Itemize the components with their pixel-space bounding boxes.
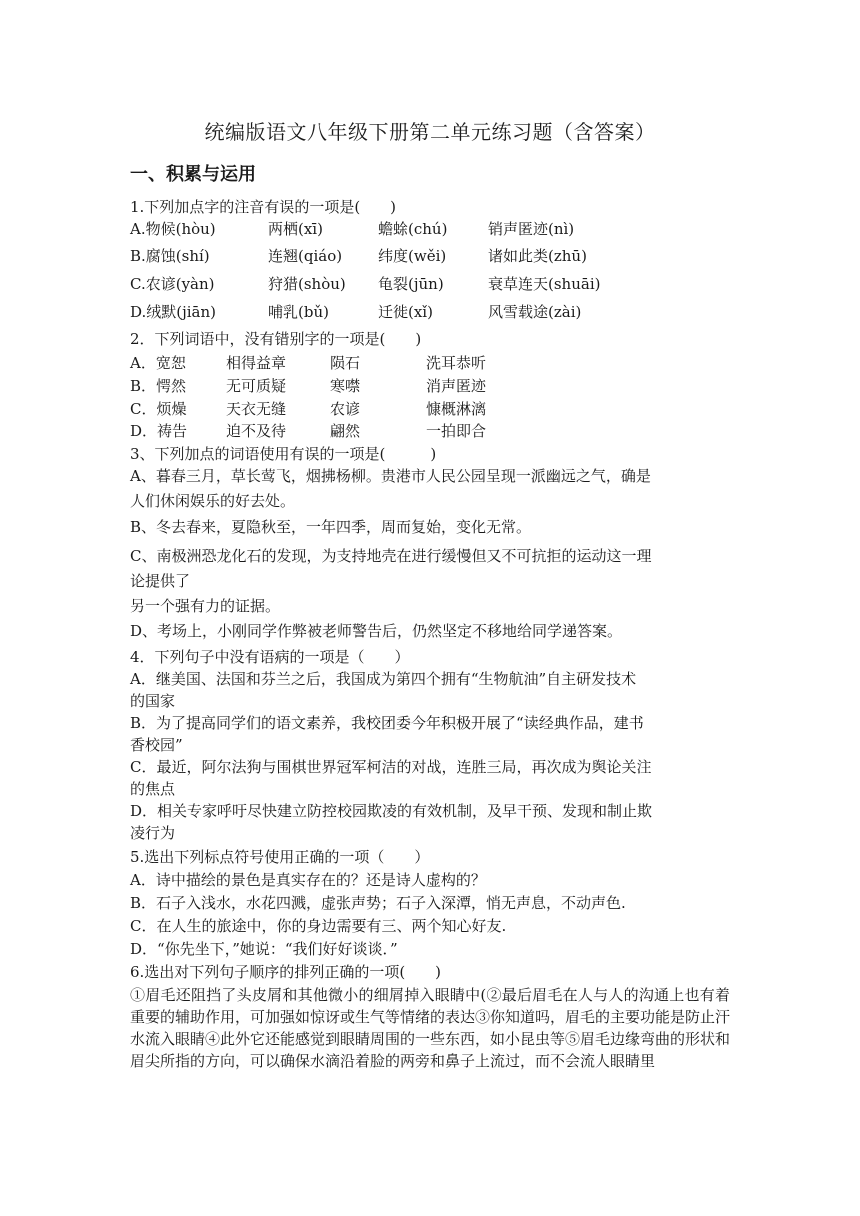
q2-option-a-item: 相得益章: [226, 354, 287, 372]
q2-option-a-item: 陨石: [330, 354, 361, 372]
q4-option-a-cont: 的国家: [130, 692, 176, 710]
q4-option-d: D．相关专家呼吁尽快建立防控校园欺凌的有效机制，及早干预、发现和制止欺: [130, 802, 653, 820]
q3-option-c: C、南极洲恐龙化石的发现，为支持地壳在进行缓慢但又不可抗拒的运动这一理: [130, 547, 652, 565]
q4-option-b-cont: 香校园”: [130, 736, 183, 754]
q3-option-a: [130, 465, 651, 487]
q1-option-a-item: 销声匿迹(nì): [488, 220, 575, 238]
q1-option-b-item: 纬度(wěi): [378, 247, 447, 265]
q4-stem: 4．下列句子中没有语病的一项是（ ）: [130, 648, 410, 666]
q1-option-b-item: B.腐蚀(shí): [130, 247, 210, 265]
q2-option-d-item: 一拍即合: [426, 422, 487, 440]
q4-option-d-cont: 凌行为: [130, 824, 176, 842]
q1-option-a-item: 蟾蜍(chú): [378, 220, 448, 238]
section-heading: 一、积累与运用: [130, 164, 256, 185]
q1-option-c-item: 龟裂(jūn): [378, 275, 444, 293]
q2-option-b-item: 无可质疑: [226, 377, 287, 395]
q2-option-c-item: 天衣无缝: [226, 400, 287, 418]
q5-option-c: C．在人生的旅途中，你的身边需要有三、两个知心好友.: [130, 917, 507, 935]
q4-option-c: C．最近，阿尔法狗与围棋世界冠军柯洁的对战，连胜三局，再次成为舆论关注: [130, 758, 652, 776]
q1-option-a-item: 两栖(xī): [268, 220, 323, 238]
q3-option-a-cont: 人们休闲娱乐的好去处。: [130, 492, 296, 510]
q5-option-a: A．诗中描绘的景色是真实存在的？还是诗人虚构的？: [130, 871, 486, 889]
q2-option-b-item: 寒噤: [330, 377, 361, 395]
document-title: 统编版语文八年级下册第二单元练习题（含答案）: [204, 120, 656, 144]
q2-option-d-item: D．祷告: [130, 422, 188, 440]
q3-stem: 3、下列加点的词语使用有误的一项是( ): [130, 445, 437, 463]
q2-option-a-item: A．宽恕: [130, 354, 186, 372]
q2-option-d-item: 翩然: [330, 422, 361, 440]
q3-option-c-cont: 论提供了: [130, 572, 191, 590]
q1-option-c-item: C.农谚(yàn): [130, 275, 215, 293]
q2-option-c-item: C．烦燥: [130, 400, 187, 418]
q1-option-c-item: 衰草连天(shuāi): [488, 275, 601, 293]
q5-stem: 5.选出下列标点符号使用正确的一项（ ）: [130, 848, 430, 866]
q1-option-c-item: 狩猎(shòu): [268, 275, 346, 293]
q4-option-a: A．继美国、法国和芬兰之后，我国成为第四个拥有“生物航油”自主研发技术: [130, 670, 637, 688]
q1-option-d-item: 迁徙(xǐ): [378, 303, 433, 321]
q1-option-b-item: 连翘(qiáo): [268, 247, 343, 265]
q2-option-b-item: B．愕然: [130, 377, 187, 395]
q3-option-b: B、冬去春来，夏隐秋至，一年四季，周而复始，变化无常。: [130, 518, 532, 536]
q1-option-d-item: D.绒默(jiān): [130, 303, 217, 321]
q3-option-c-cont2: 另一个强有力的证据。: [130, 597, 281, 615]
q2-option-c-item: 慷概淋漓: [426, 400, 487, 418]
q1-option-d-item: 风雪载途(zài): [488, 303, 582, 321]
q1-option-b-item: 诸如此类(zhū): [488, 247, 587, 265]
q4-option-b: B．为了提高同学们的语文素养，我校团委今年积极开展了“读经典作品，建书: [130, 714, 644, 732]
q3-option-a-text: A、暮春三月，草长莺飞，烟拂杨柳。贵港市人民公园呈现一派幽远之气，确是: [130, 467, 651, 485]
q1-stem: 1.下列加点字的注音有误的一项是( ): [130, 198, 397, 216]
q1-option-a-item: A.物候(hòu): [130, 220, 216, 238]
q2-option-d-item: 迫不及待: [226, 422, 287, 440]
q5-option-d: D．“你先坐下，”她说：“我们好好谈谈．”: [130, 940, 398, 958]
q1-option-d-item: 哺乳(bǔ): [268, 303, 329, 321]
q5-option-b: B．石子入浅水，水花四溅，虚张声势；石子入深潭，悄无声息，不动声色.: [130, 894, 626, 912]
q4-option-c-cont: 的焦点: [130, 780, 176, 798]
q3-option-d: D、考场上，小刚同学作弊被老师警告后，仍然坚定不移地给同学递答案。: [130, 622, 623, 640]
q2-option-b-item: 消声匿迹: [426, 377, 487, 395]
q2-stem: 2．下列词语中，没有错别字的一项是( ): [130, 330, 422, 348]
q2-option-a-item: 洗耳恭听: [426, 354, 487, 372]
q6-stem: 6.选出对下列句子顺序的排列正确的一项( ): [130, 963, 442, 981]
q6-body: ①眉毛还阻挡了头皮屑和其他微小的细屑掉入眼睛中(②最后眉毛在人与人的沟通上也有着重要的辅助作用，可加强如惊讶或生气等情绪的表达③你知道吗，眉毛的主要功能是防止汗水流入眼睛④此外它还能感觉到眼睛周围的一些东西，如小昆虫等⑤眉毛边缘弯曲的形状和眉尖所指的方向，可以确保水滴沿着脸的两旁和鼻子上流过，而不会流人眼睛里: [130, 986, 731, 1070]
q2-option-c-item: 农谚: [330, 400, 361, 418]
